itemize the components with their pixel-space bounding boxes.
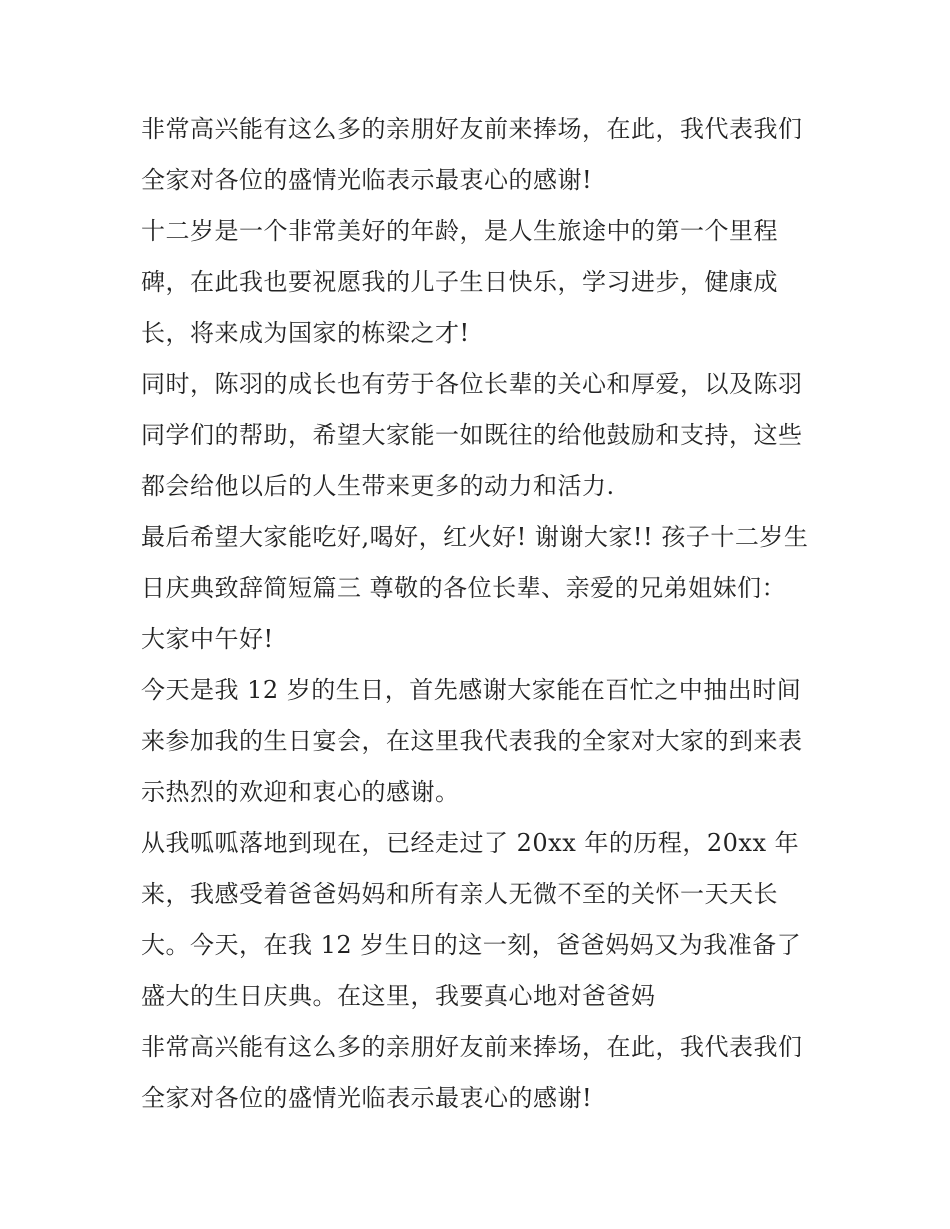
text-line: 十二岁是一个非常美好的年龄，是人生旅途中的第一个里程 [141, 217, 778, 245]
document-body [141, 104, 821, 1124]
text-line: 大。今天，在我 12 岁生日的这一刻，爸爸妈妈又为我准备了 [141, 931, 802, 959]
text-line: 今天是我 12 岁的生日，首先感谢大家能在百忙之中抽出时间 [141, 676, 802, 704]
text-line: 从我呱呱落地到现在，已经走过了 20xx 年的历程，20xx 年 [141, 829, 800, 857]
paragraph [141, 359, 821, 512]
paragraph [141, 1022, 821, 1124]
paragraph [141, 818, 821, 1022]
text-line: 都会给他以后的人生带来更多的动力和活力. [141, 472, 615, 500]
text-line: 大家中午好! [141, 625, 274, 653]
paragraph [141, 512, 821, 614]
text-line: 示热烈的欢迎和衷心的感谢。 [141, 778, 460, 806]
text-line: 全家对各位的盛情光临表示最衷心的感谢! [141, 1084, 593, 1112]
paragraph [141, 104, 821, 206]
text-line: 同时，陈羽的成长也有劳于各位长辈的关心和厚爱，以及陈羽 [141, 370, 803, 398]
text-line: 盛大的生日庆典。在这里，我要真心地对爸爸妈 [141, 982, 656, 1010]
text-line: 碑，在此我也要祝愿我的儿子生日快乐，学习进步，健康成 [141, 268, 778, 296]
text-line: 非常高兴能有这么多的亲朋好友前来捧场，在此，我代表我们 [141, 115, 803, 143]
text-line: 来参加我的生日宴会，在这里我代表我的全家对大家的到来表 [141, 727, 803, 755]
text-line: 同学们的帮助，希望大家能一如既往的给他鼓励和支持，这些 [141, 421, 803, 449]
text-line: 非常高兴能有这么多的亲朋好友前来捧场，在此，我代表我们 [141, 1033, 803, 1061]
paragraph [141, 614, 821, 665]
text-line: 全家对各位的盛情光临表示最衷心的感谢! [141, 166, 593, 194]
text-line: 来，我感受着爸爸妈妈和所有亲人无微不至的关怀一天天长 [141, 880, 778, 908]
text-line: 日庆典致辞简短篇三 尊敬的各位长辈、亲爱的兄弟姐妹们： [141, 574, 787, 602]
paragraph [141, 665, 821, 818]
text-line: 长，将来成为国家的栋梁之才! [141, 319, 470, 347]
text-line: 最后希望大家能吃好,喝好，红火好! 谢谢大家!! 孩子十二岁生 [141, 523, 809, 551]
paragraph [141, 206, 821, 359]
